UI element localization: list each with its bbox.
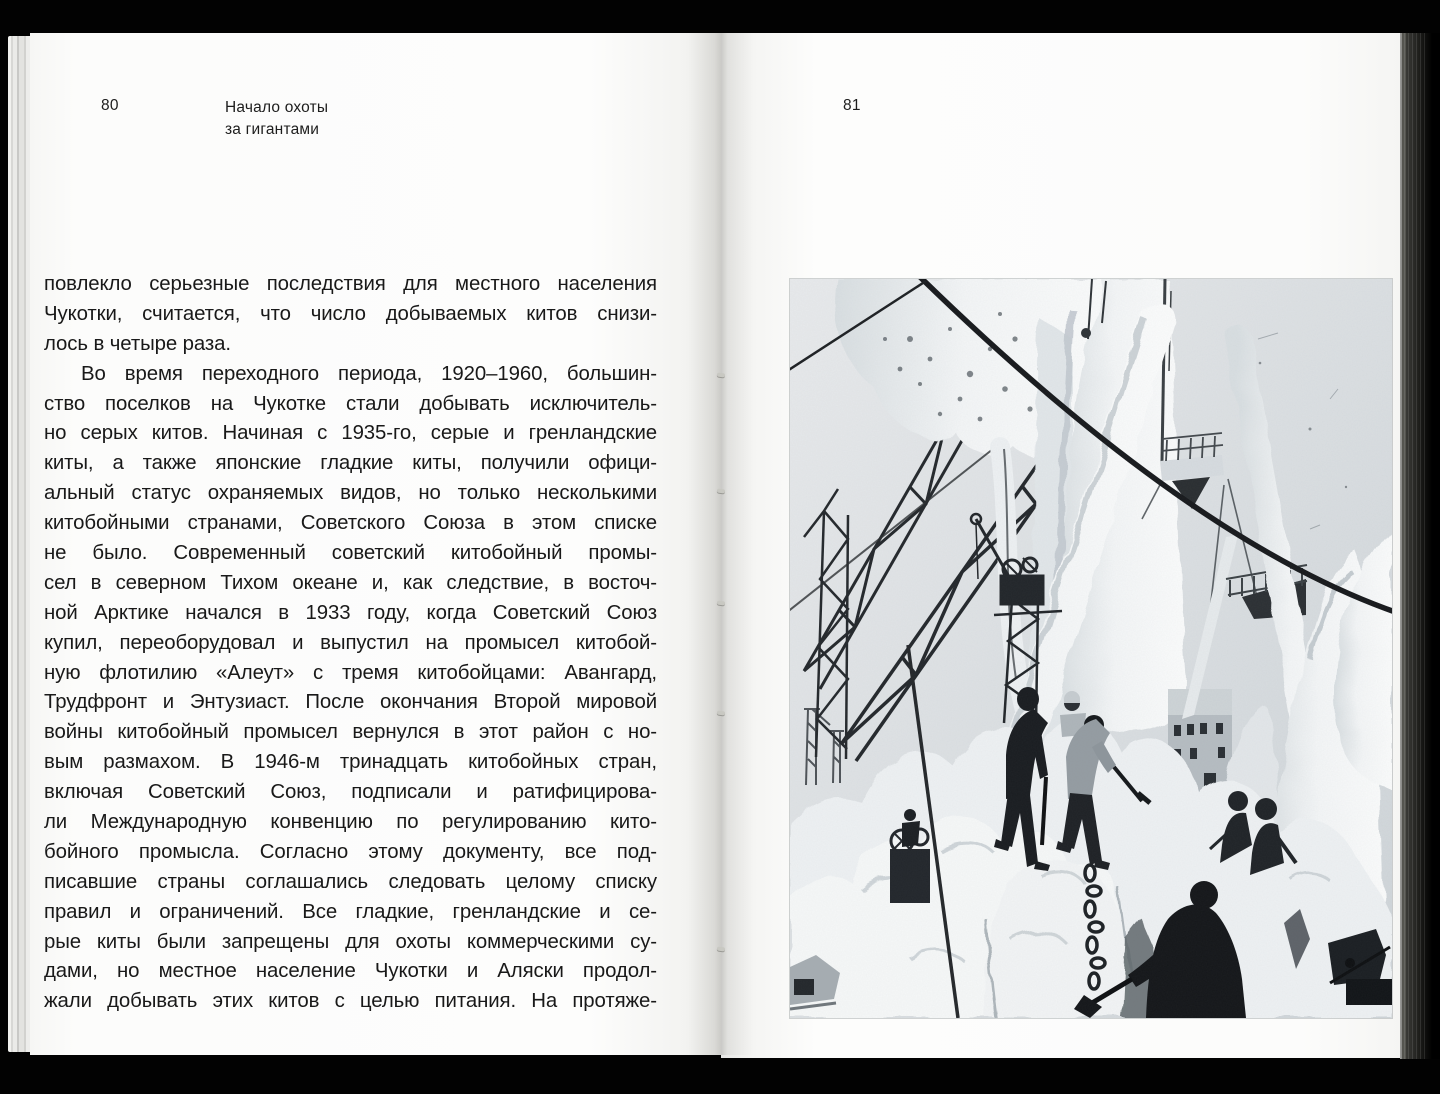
- right-page-edge-stack: [1400, 33, 1440, 1059]
- body-text-line: ную флотилию «Алеут» с тремя китобойцами: Авангард,: [44, 661, 657, 684]
- body-text-line: вым размахом. В 1946-м тринадцать китобойных стран,: [44, 751, 657, 774]
- right-page: [721, 33, 1400, 1058]
- running-header: [225, 97, 328, 140]
- film-grain-overlay: [790, 279, 1392, 1018]
- body-text-line: включая Советский Союз, подписали и ратифицирова-: [44, 781, 657, 804]
- left-page-edge-stack: [8, 36, 30, 1052]
- body-text-line: повлекло серьезные последствия для местного населения: [44, 273, 657, 295]
- photo-frozen-ship: [790, 279, 1392, 1018]
- body-text-line: войны китобойный промысел вернулся в этот район с но-: [44, 721, 657, 744]
- body-text-line: ство поселков на Чукотке стали добывать исключитель-: [44, 392, 657, 415]
- left-page: [30, 33, 721, 1055]
- body-text-line: Во время переходного периода, 1920–1960, большин-: [81, 362, 657, 385]
- body-text-line: рые киты были запрещены для охоты коммерческими су-: [44, 930, 657, 953]
- body-text-line: китобойными странами, Советского Союза в этом списке: [44, 512, 657, 535]
- body-text-line: лось в четыре раза.: [44, 332, 231, 355]
- body-text-line: но серых китов. Начиная с 1935-го, серые и гренландские: [44, 422, 657, 445]
- body-text-line: сел в северном Тихом океане и, как следствие, в восточ-: [44, 571, 657, 594]
- body-text-line: правил и ограничений. Все гладкие, гренландские и се-: [44, 900, 657, 923]
- body-text-line: альный статус охраняемых видов, но только несколькими: [44, 482, 657, 505]
- body-text-line: ной Арктике начался в 1933 году, когда Советский Союз: [44, 601, 657, 624]
- body-text-line: Чукотки, считается, что число добываемых китов снизи-: [44, 302, 657, 325]
- body-text-line: писавшие страны соглашались следовать целому списку: [44, 870, 657, 893]
- body-text-line: не было. Современный советский китобойный промы-: [44, 542, 657, 565]
- running-header-line2: за гигантами: [225, 120, 320, 138]
- running-header-line1: Начало охоты: [225, 99, 329, 116]
- right-page-number: 81: [843, 97, 861, 114]
- frozen-ship-photograph: [790, 279, 1392, 1018]
- body-text-line: бойного промысла. Согласно этому документу, все под-: [44, 840, 657, 863]
- body-text-line: жали добывать этих китов с целью питания. На протяже-: [44, 990, 657, 1013]
- body-text-line: купил, переоборудовал и выпустил на промысел китобой-: [44, 631, 657, 654]
- body-text-line: дами, но местное население Чукотки и Аляски продол-: [44, 960, 657, 983]
- body-text: [44, 270, 657, 1017]
- page-edge-streaks: [1400, 33, 1426, 1059]
- left-page-number: 80: [101, 97, 119, 114]
- body-text-line: ли Международную конвенцию по регулированию кито-: [44, 811, 657, 834]
- body-text-line: Трудфронт и Энтузиаст. После окончания Второй мировой: [44, 691, 657, 714]
- body-text-line: киты, а также японские гладкие киты, получили офици-: [44, 452, 657, 475]
